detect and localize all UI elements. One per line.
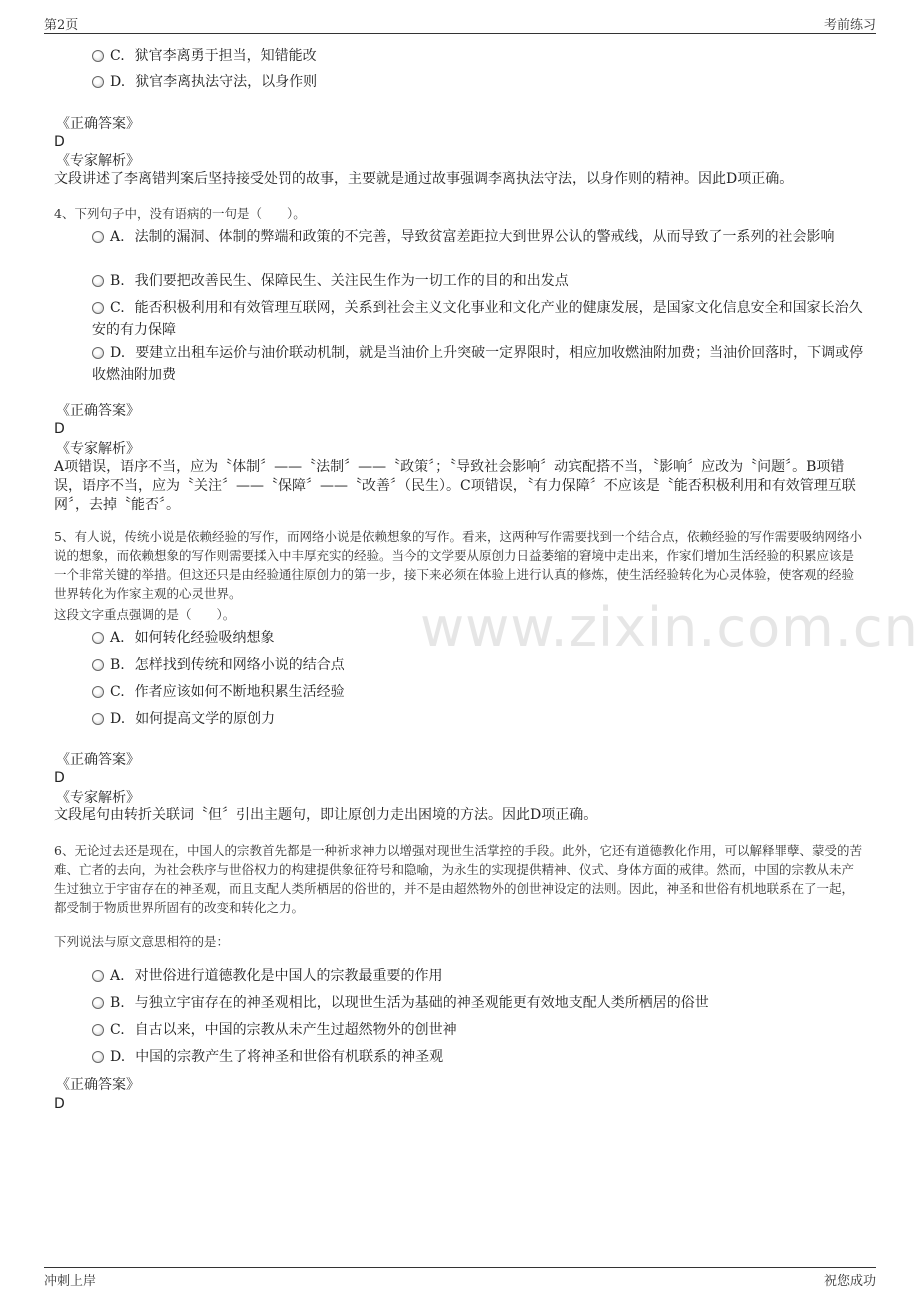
radio-icon[interactable] (92, 50, 104, 62)
q3-option-c[interactable] (92, 45, 864, 67)
option-letter: B. (110, 273, 125, 289)
q6-option-b[interactable] (92, 992, 864, 1014)
radio-icon[interactable] (92, 713, 104, 725)
q3-option-d[interactable] (92, 71, 864, 93)
answer-value: D (54, 770, 65, 786)
option-letter: C. (110, 48, 125, 64)
q4-option-d[interactable] (92, 342, 864, 386)
question-stem: 6、无论过去还是现在，中国人的宗教首先都是一种祈求神力以增强对现世生活掌控的手段。此外，它还有道德教化作用，可以解释罪孽、蒙受的苦难、亡者的去向，为社会秩序与世俗权力的构建提供象征符号和隐喻，为永生的实现提供精神、仪式、身体方面的戒律。然而，中国的宗教从未产生过独立于宇宙存在的神圣观，而且支配人类所栖居的俗世的，并不是由超然物外的创世神设定的法则。因此，神圣和世俗有机地联系在了一起，都受制于物质世界所固有的改变和转化之力。 (54, 843, 862, 915)
q5-option-d[interactable] (92, 708, 864, 730)
analysis-label: 《专家解析》 (56, 153, 140, 169)
option-text: 狱官李离执法守法，以身作则 (135, 74, 318, 90)
q4-option-c[interactable] (92, 297, 864, 341)
q6-option-a[interactable] (92, 965, 864, 987)
question-prompt: 这段文字重点强调的是（ ）。 (54, 607, 236, 622)
radio-icon[interactable] (92, 632, 104, 644)
option-text: 法制的漏洞、体制的弊端和政策的不完善，导致贫富差距拉大到世界公认的警戒线，从而导致了一系列的社会影响 (134, 229, 835, 245)
radio-icon[interactable] (92, 659, 104, 671)
radio-icon[interactable] (92, 1051, 104, 1063)
option-text: 如何转化经验吸纳想象 (134, 630, 275, 646)
q5-option-a[interactable] (92, 627, 864, 649)
header-title: 考前练习 (823, 18, 876, 33)
radio-icon[interactable] (92, 347, 104, 359)
q5-option-b[interactable] (92, 654, 864, 676)
q6-option-d[interactable] (92, 1046, 864, 1068)
radio-icon[interactable] (92, 275, 104, 287)
option-text: 能否积极利用和有效管理互联网，关系到社会主义文化事业和文化产业的健康发展，是国家文化信息安全和国家长治久安的有力保障 (92, 300, 863, 338)
option-letter: D. (110, 1049, 126, 1065)
footer-divider (44, 1267, 876, 1268)
option-letter: A. (110, 968, 125, 984)
option-text: 与独立宇宙存在的神圣观相比，以现世生活为基础的神圣观能更有效地支配人类所栖居的俗世 (134, 995, 709, 1011)
footer-right-text: 祝您成功 (823, 1274, 876, 1289)
footer-left-text: 冲刺上岸 (44, 1274, 97, 1289)
option-letter: B. (110, 995, 125, 1011)
radio-icon[interactable] (92, 76, 104, 88)
question-stem: 5、有人说，传统小说是依赖经验的写作，而网络小说是依赖想象的写作。看来，这两种写作需要找到一个结合点，依赖经验的写作需要吸纳网络小说的想象，而依赖想象的写作则需要揉入中丰厚充实的经验。当今的文学要从原创力日益萎缩的窘境中走出来，作家们增加生活经验的积累应该是一个非常关键的举措。但这还只是由经验通往原创力的第一步，接下来必须在体验上进行认真的修炼，使生活经验转化为心灵体验，使客观的经验世界转化为作家主观的心灵世界。 (54, 529, 862, 601)
radio-icon[interactable] (92, 231, 104, 243)
option-text: 狱官李离勇于担当，知错能改 (134, 48, 317, 64)
option-letter: B. (110, 657, 125, 673)
option-text: 作者应该如何不断地积累生活经验 (134, 684, 345, 700)
option-letter: C. (110, 1022, 125, 1038)
analysis-text: A项错误，语序不当，应为〝体制〞——〝法制〞——〝政策〞；〝导致社会影响〞动宾配搭不当，〝影响〞应改为〝问题〞。B项错误，语序不当，应为〝关注〞——〝保障〞——〝改善〞（民生）。C项错误，〝有力保障〞不应该是〝能否积极利用和有效管理互联网〞，去掉〝能否〞。 (54, 459, 856, 513)
answer-value: D (54, 1096, 65, 1112)
question-stem: 4、下列句子中，没有语病的一句是（ ）。 (54, 206, 306, 221)
watermark: www.zixin.com.cn (420, 596, 919, 659)
answer-value: D (54, 421, 65, 437)
answer-label: 《正确答案》 (56, 1077, 140, 1093)
radio-icon[interactable] (92, 970, 104, 982)
radio-icon[interactable] (92, 302, 104, 314)
option-letter: C. (110, 300, 125, 316)
option-letter: D. (110, 74, 126, 90)
answer-label: 《正确答案》 (56, 116, 140, 132)
page-number: 第2页 (44, 18, 79, 33)
option-letter: C. (110, 684, 125, 700)
option-text: 我们要把改善民生、保障民生、关注民生作为一切工作的目的和出发点 (134, 273, 569, 289)
option-letter: A. (110, 630, 125, 646)
answer-label: 《正确答案》 (56, 752, 140, 768)
option-letter: A. (110, 229, 125, 245)
radio-icon[interactable] (92, 1024, 104, 1036)
analysis-text: 文段尾句由转折关联词〝但〞引出主题句，即让原创力走出困境的方法。因此D项正确。 (54, 807, 598, 823)
answer-value: D (54, 134, 65, 150)
option-text: 对世俗进行道德教化是中国人的宗教最重要的作用 (134, 968, 443, 984)
option-text: 如何提高文学的原创力 (135, 711, 276, 727)
option-text: 中国的宗教产生了将神圣和世俗有机联系的神圣观 (135, 1049, 444, 1065)
page-header (44, 14, 876, 32)
analysis-label: 《专家解析》 (56, 790, 140, 806)
option-letter: D. (110, 711, 126, 727)
q4-option-b[interactable] (92, 270, 864, 292)
answer-label: 《正确答案》 (56, 403, 140, 419)
q6-option-c[interactable] (92, 1019, 864, 1041)
radio-icon[interactable] (92, 686, 104, 698)
radio-icon[interactable] (92, 997, 104, 1009)
option-letter: D. (110, 345, 126, 361)
option-text: 自古以来，中国的宗教从未产生过超然物外的创世神 (134, 1022, 457, 1038)
analysis-label: 《专家解析》 (56, 441, 140, 457)
q4-option-a[interactable] (92, 226, 864, 248)
question-prompt: 下列说法与原文意思相符的是： (54, 934, 230, 949)
page-footer (44, 1270, 876, 1288)
q5-option-c[interactable] (92, 681, 864, 703)
option-text: 要建立出租车运价与油价联动机制，就是当油价上升突破一定界限时，相应加收燃油附加费；当油价回落时，下调或停收燃油附加费 (92, 345, 864, 383)
option-text: 怎样找到传统和网络小说的结合点 (134, 657, 345, 673)
analysis-text: 文段讲述了李离错判案后坚持接受处罚的故事，主要就是通过故事强调李离执法守法，以身作则的精神。因此D项正确。 (54, 171, 794, 187)
header-divider (44, 33, 876, 34)
